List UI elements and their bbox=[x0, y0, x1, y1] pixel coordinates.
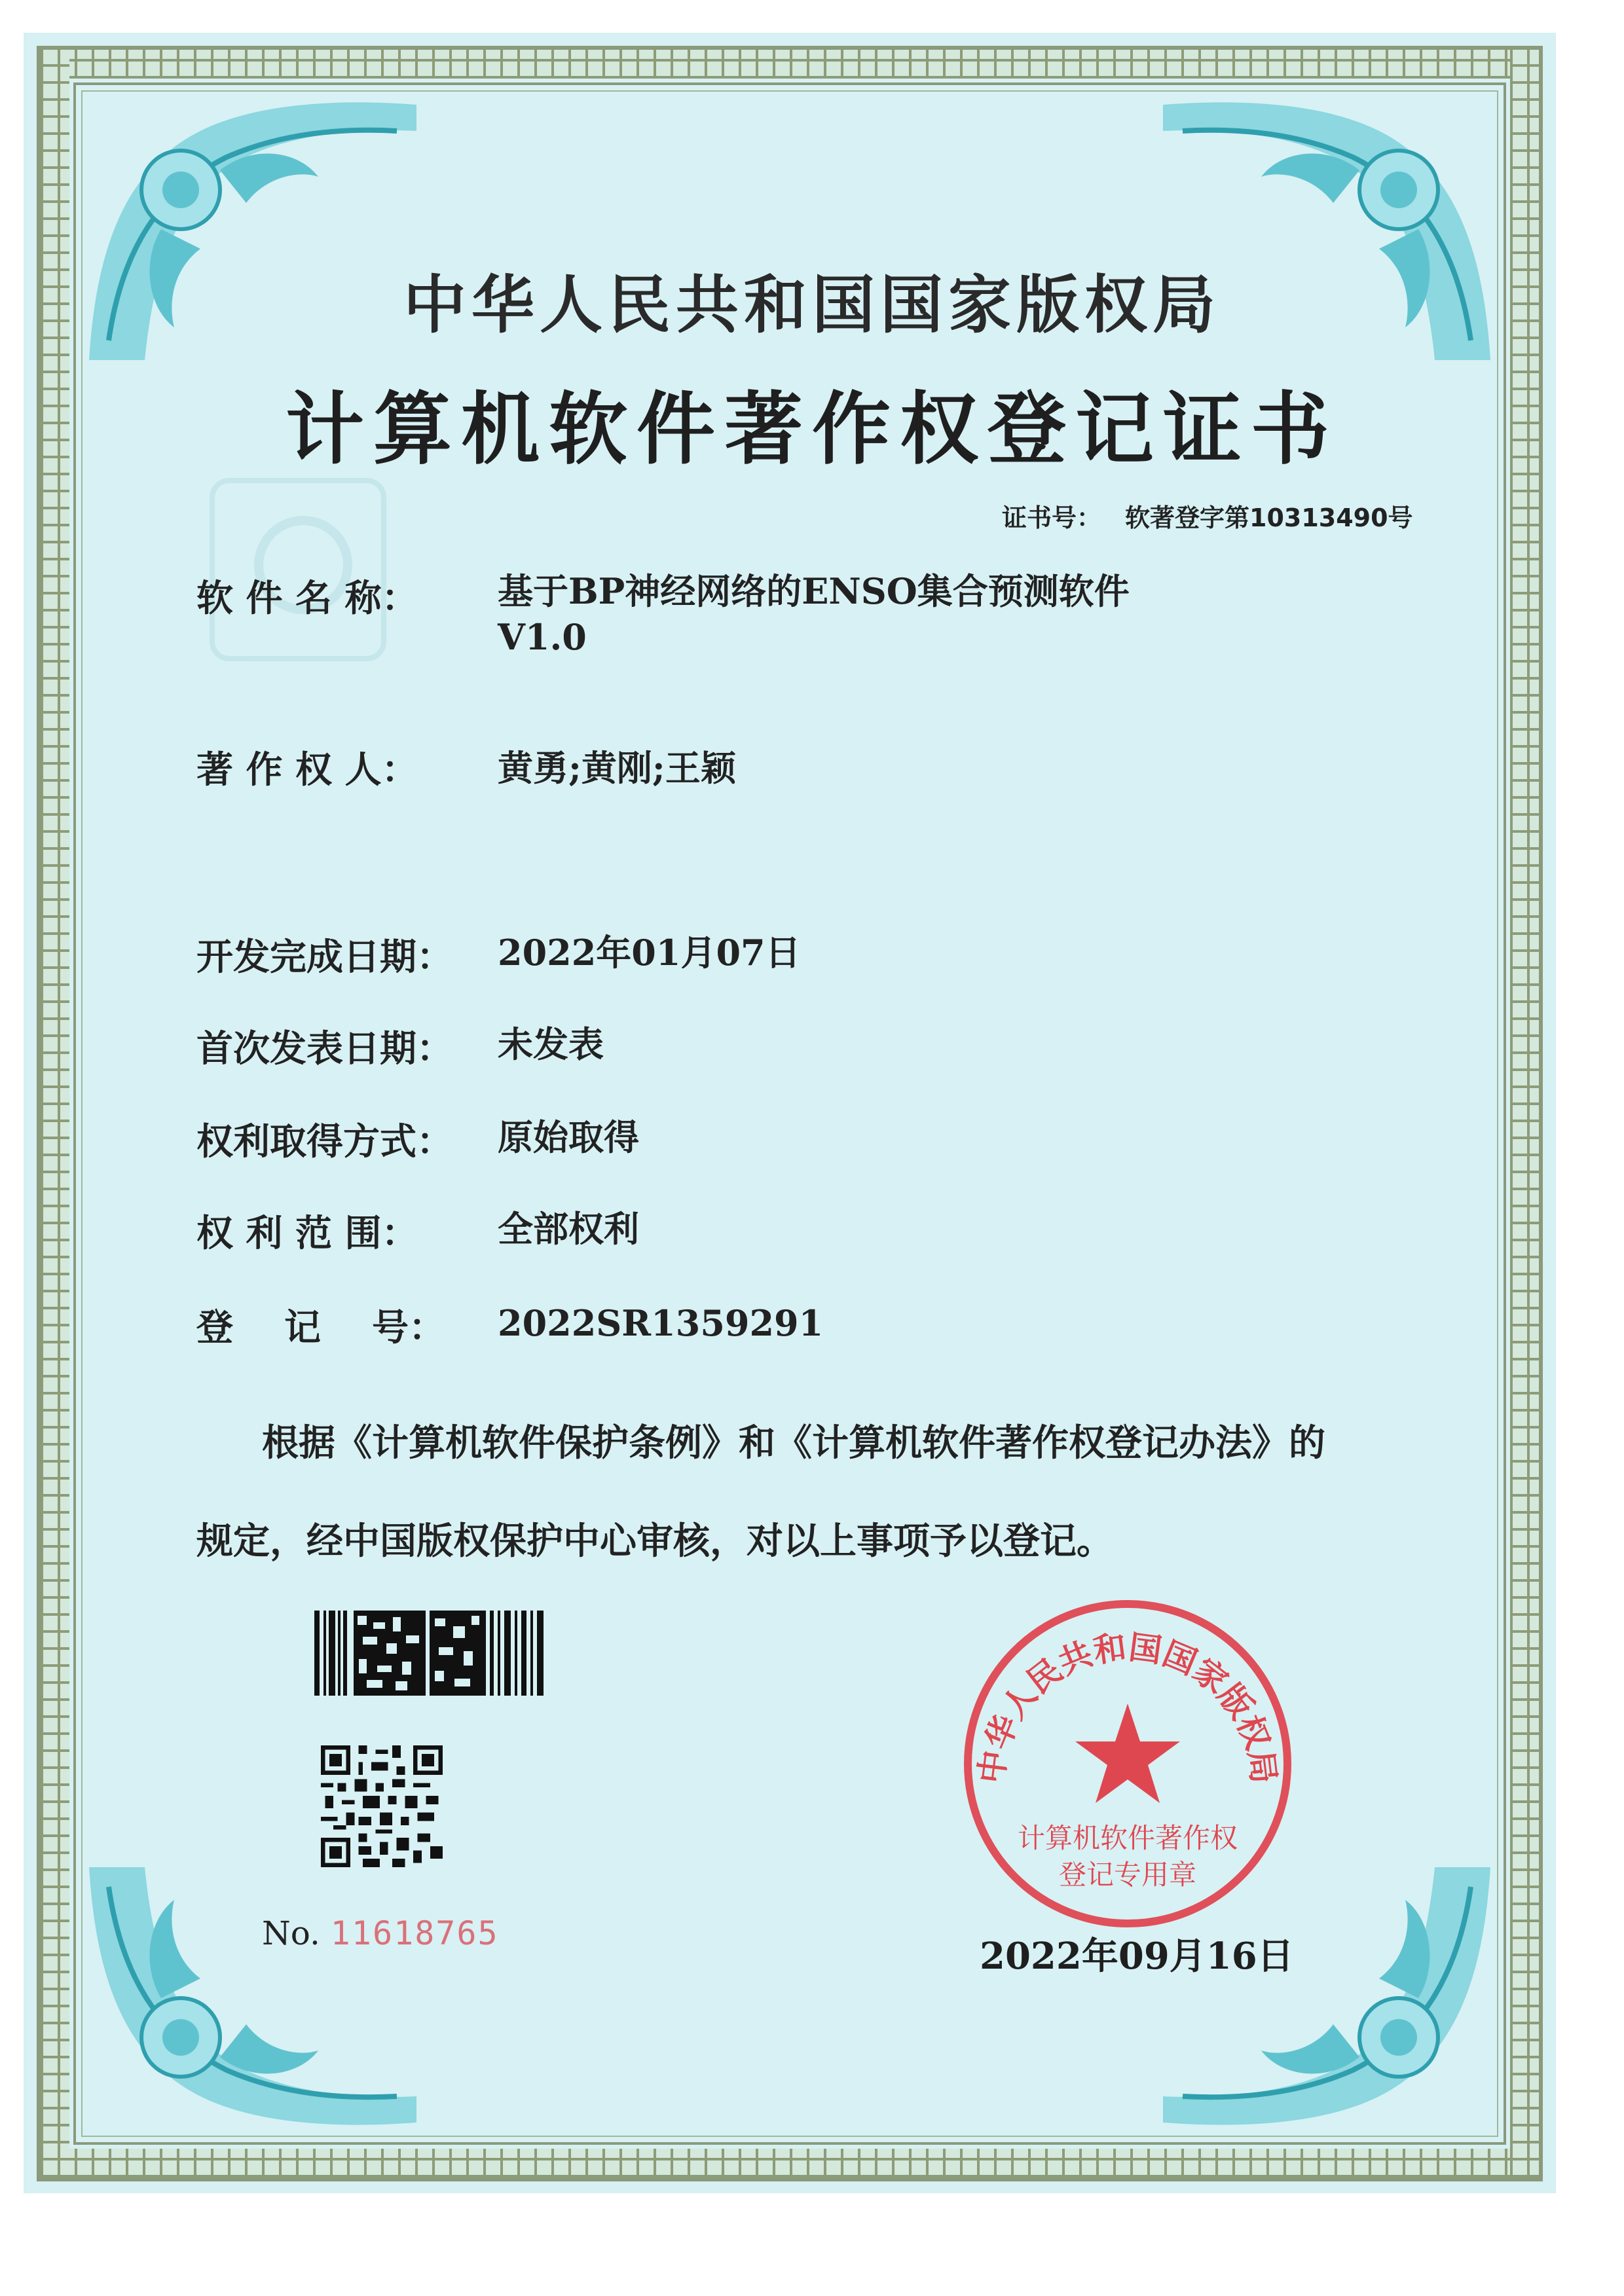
first-publish-date-value: 未发表 bbox=[498, 1023, 604, 1065]
seal-arc-text: 中华人民共和国国家版权局 bbox=[972, 1628, 1283, 1786]
corner-ornament-bottom-left bbox=[83, 1861, 423, 2136]
software-name-label: 软 件 名 称： bbox=[196, 577, 418, 620]
certificate-number-label: 证书号： bbox=[1002, 503, 1102, 532]
certificate-title: 计算机软件著作权登记证书 bbox=[286, 383, 1338, 475]
completion-date-value: 2022年01月07日 bbox=[498, 932, 801, 974]
serial-prefix: No. bbox=[262, 1914, 320, 1952]
certificate-number bbox=[1002, 498, 1413, 534]
barcode-icon bbox=[314, 1611, 547, 1696]
software-name-line1: 基于BP神经网络的ENSO集合预测软件 bbox=[498, 570, 1130, 612]
greek-key-border-bottom bbox=[41, 2149, 1539, 2178]
seal-star-icon bbox=[1075, 1704, 1180, 1803]
greek-key-border-top bbox=[41, 50, 1539, 79]
qr-code-icon bbox=[321, 1745, 443, 1867]
statement-line-2: 规定，经中国版权保护中心审核，对以上事项予以登记。 bbox=[196, 1520, 1113, 1563]
issue-date: 2022年09月16日 bbox=[980, 1935, 1294, 1978]
registration-number-label: 登 记 号： bbox=[196, 1307, 445, 1349]
seal-inner-line2: 登记专用章 bbox=[1058, 1859, 1197, 1891]
statement-line-1: 根据《计算机软件保护条例》和《计算机软件著作权登记办法》的 bbox=[262, 1422, 1325, 1465]
copyright-holder-label: 著 作 权 人： bbox=[196, 749, 418, 792]
serial-number bbox=[262, 1914, 499, 1952]
registration-number-value: 2022SR1359291 bbox=[498, 1302, 824, 1344]
first-publish-date-label: 首次发表日期： bbox=[196, 1028, 453, 1070]
serial-number-value: 11618765 bbox=[330, 1914, 499, 1952]
completion-date-label: 开发完成日期： bbox=[196, 936, 453, 979]
official-seal-stamp bbox=[957, 1594, 1298, 1934]
acquisition-method-value: 原始取得 bbox=[498, 1116, 639, 1158]
seal-inner-line1: 计算机软件著作权 bbox=[1017, 1822, 1238, 1854]
certificate-number-value: 软著登字第10313490号 bbox=[1125, 503, 1413, 532]
copyright-holder-value: 黄勇;黄刚;王颖 bbox=[498, 747, 736, 789]
software-name-value bbox=[498, 568, 1283, 660]
rights-scope-label: 权 利 范 围： bbox=[196, 1212, 418, 1255]
issuing-authority-title: 中华人民共和国国家版权局 bbox=[403, 268, 1221, 342]
software-name-line2: V1.0 bbox=[498, 616, 587, 658]
acquisition-method-label: 权利取得方式： bbox=[196, 1121, 453, 1163]
rights-scope-value: 全部权利 bbox=[498, 1208, 639, 1250]
